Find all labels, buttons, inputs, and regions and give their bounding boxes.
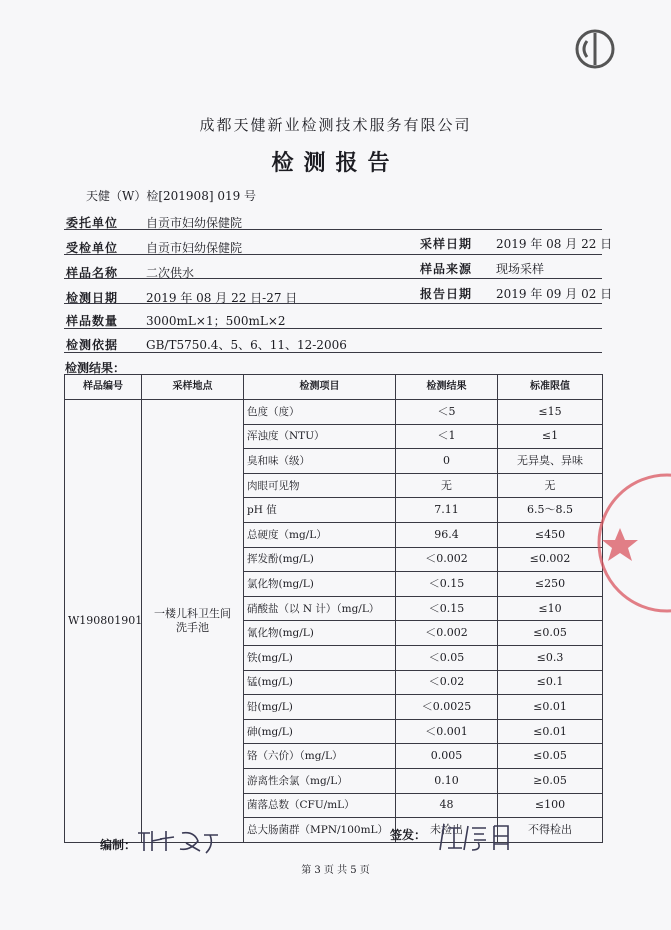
item-cell: 氰化物(mg/L)	[244, 621, 396, 646]
limit-cell: ≤450	[498, 522, 603, 547]
result-cell: ＜0.15	[396, 596, 498, 621]
test-date-label: 检测日期	[66, 291, 119, 305]
item-cell: 肉眼可见物	[244, 473, 396, 498]
divider	[64, 229, 602, 230]
quantity-value: 3000mL×1；500mL×2	[146, 314, 286, 328]
item-cell: 氯化物(mg/L)	[244, 572, 396, 597]
sample-name-label: 样品名称	[66, 266, 119, 280]
column-header: 检测结果	[396, 375, 498, 400]
result-cell: 48	[396, 793, 498, 818]
item-cell: 色度（度）	[244, 400, 396, 425]
inspected-unit-value: 自贡市妇幼保健院	[146, 241, 243, 255]
result-cell: 无	[396, 473, 498, 498]
item-cell: 铅(mg/L)	[244, 695, 396, 720]
location-cell	[142, 400, 244, 843]
editor-label: 编制：	[100, 838, 137, 852]
item-cell: 浑浊度（NTU）	[244, 424, 396, 449]
location-line: 一楼儿科卫生间	[154, 606, 231, 620]
client-value: 自贡市妇幼保健院	[146, 216, 243, 230]
limit-cell: 无异臭、异味	[498, 449, 603, 474]
organization-name: 成都天健新业检测技术服务有限公司	[199, 116, 472, 134]
limit-cell: ≤0.3	[498, 645, 603, 670]
limit-cell: ≤0.05	[498, 744, 603, 769]
result-cell: ＜0.15	[396, 572, 498, 597]
limit-cell: ≤0.002	[498, 547, 603, 572]
signer-signature	[438, 820, 518, 854]
page-number: 第 3 页 共 5 页	[301, 865, 370, 876]
sample-source-label: 样品来源	[420, 262, 473, 276]
column-header: 采样地点	[142, 375, 244, 400]
limit-cell: ≥0.05	[498, 768, 603, 793]
item-cell: 砷(mg/L)	[244, 719, 396, 744]
result-cell: 0.005	[396, 744, 498, 769]
official-stamp	[592, 468, 671, 618]
item-cell: 菌落总数（CFU/mL）	[244, 793, 396, 818]
item-cell: 锰(mg/L)	[244, 670, 396, 695]
report-date-label: 报告日期	[420, 287, 473, 301]
divider	[64, 352, 602, 353]
sample-source-value: 现场采样	[496, 262, 545, 276]
result-cell: ＜0.02	[396, 670, 498, 695]
item-cell: 游离性余氯（mg/L）	[244, 768, 396, 793]
limit-cell: ≤0.1	[498, 670, 603, 695]
divider	[64, 254, 602, 255]
test-date-value: 2019 年 08 月 22 日-27 日	[146, 291, 298, 305]
result-cell: ＜1	[396, 424, 498, 449]
item-cell: 铁(mg/L)	[244, 645, 396, 670]
inspected-unit-label: 受检单位	[66, 241, 119, 255]
results-label: 检测结果：	[65, 361, 126, 375]
item-cell: 总硬度（mg/L）	[244, 522, 396, 547]
sampling-date-value: 2019 年 08 月 22 日	[496, 237, 613, 251]
result-cell: 未检出	[396, 818, 498, 843]
signer-label: 签发：	[390, 828, 427, 842]
limit-cell: ≤0.01	[498, 719, 603, 744]
limit-cell: ≤250	[498, 572, 603, 597]
divider	[64, 303, 602, 304]
sample-id-cell: W190801901	[65, 400, 142, 843]
limit-cell: ≤15	[498, 400, 603, 425]
limit-cell: ≤1	[498, 424, 603, 449]
result-cell: ＜0.0025	[396, 695, 498, 720]
location-line: 洗手池	[176, 620, 209, 634]
table-row	[65, 400, 603, 425]
limit-cell: 不得检出	[498, 818, 603, 843]
item-cell: pH 值	[244, 498, 396, 523]
result-cell: ＜5	[396, 400, 498, 425]
item-cell: 总大肠菌群（MPN/100mL）	[244, 818, 396, 843]
divider	[64, 278, 602, 279]
sampling-date-label: 采样日期	[420, 237, 473, 251]
editor-signature	[134, 825, 224, 855]
column-header: 检测项目	[244, 375, 396, 400]
column-header: 样品编号	[65, 375, 142, 400]
report-title: 检测报告	[271, 150, 400, 176]
report-date-value: 2019 年 09 月 02 日	[496, 287, 613, 301]
limit-cell: ≤10	[498, 596, 603, 621]
result-cell: 96.4	[396, 522, 498, 547]
limit-cell: ≤0.05	[498, 621, 603, 646]
limit-cell: ≤100	[498, 793, 603, 818]
result-cell: ＜0.002	[396, 621, 498, 646]
sample-name-value: 二次供水	[146, 266, 195, 280]
result-cell: ＜0.002	[396, 547, 498, 572]
limit-cell: 6.5～8.5	[498, 498, 603, 523]
item-cell: 硝酸盐（以 N 计）（mg/L）	[244, 596, 396, 621]
results-table	[64, 374, 603, 843]
item-cell: 挥发酚(mg/L)	[244, 547, 396, 572]
limit-cell: ≤0.01	[498, 695, 603, 720]
limit-cell: 无	[498, 473, 603, 498]
item-cell: 铬（六价）（mg/L）	[244, 744, 396, 769]
result-cell: ＜0.001	[396, 719, 498, 744]
quantity-label: 样品数量	[66, 314, 119, 328]
result-cell: ＜0.05	[396, 645, 498, 670]
item-cell: 臭和味（级）	[244, 449, 396, 474]
divider	[64, 328, 602, 329]
result-cell: 0.10	[396, 768, 498, 793]
column-header: 标准限值	[498, 375, 603, 400]
company-logo-icon	[573, 27, 617, 71]
basis-value: GB/T5750.4、5、6、11、12-2006	[146, 338, 347, 352]
table-header-row	[65, 375, 603, 400]
report-number: 天健（W）检[201908] 019 号	[86, 189, 257, 203]
client-label: 委托单位	[66, 216, 119, 230]
basis-label: 检测依据	[66, 338, 119, 352]
result-cell: 7.11	[396, 498, 498, 523]
result-cell: 0	[396, 449, 498, 474]
